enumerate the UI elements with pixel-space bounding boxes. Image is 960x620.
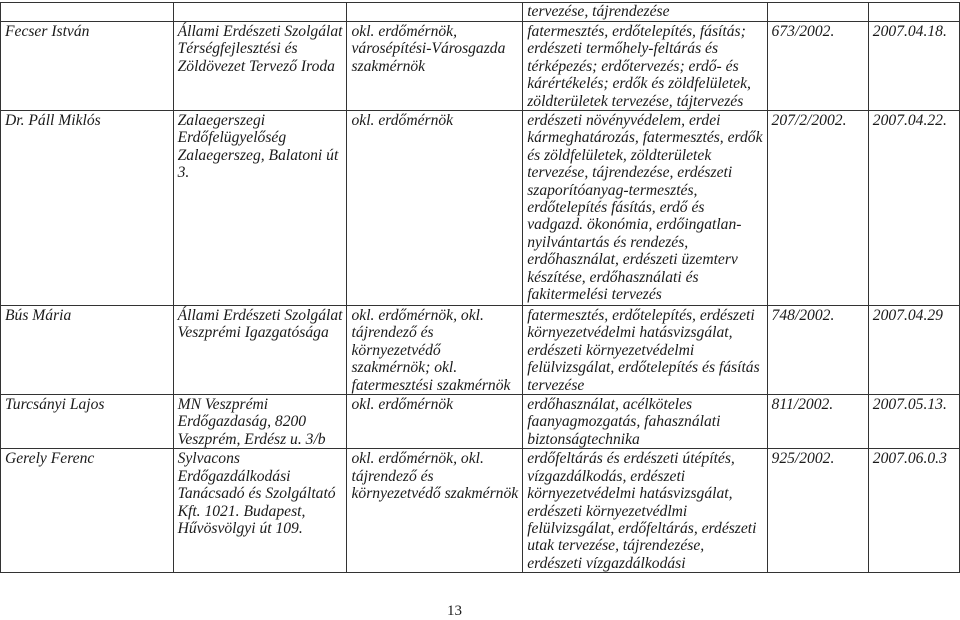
cell-line: erdészeti vízgazdálkodási bbox=[527, 554, 686, 572]
cell-field bbox=[523, 449, 767, 573]
cell-reg-no bbox=[767, 306, 868, 395]
cell-line: Sylvacons bbox=[177, 450, 240, 468]
cell-line: tájrendező és bbox=[351, 467, 434, 485]
table-row bbox=[1, 111, 960, 306]
cell-line: okl. erdőmérnök, bbox=[351, 23, 458, 40]
cell-line: környezetvédelmi hatásvizsgálat, bbox=[527, 324, 733, 342]
cell-institution bbox=[173, 306, 347, 395]
cell-line: erdőhasználat, erdészeti üzemterv bbox=[527, 251, 738, 269]
cell-line: fatermesztési szakmérnök bbox=[351, 376, 511, 394]
cell-line: tájrendező és bbox=[351, 324, 434, 342]
cell-line: vízgazdálkodás, erdészeti bbox=[527, 467, 686, 485]
cell-line: okl. erdőmérnök, okl. bbox=[351, 307, 484, 325]
cell-line: okl. erdőmérnök, okl. bbox=[351, 450, 484, 468]
cell-name bbox=[1, 449, 174, 573]
cell-name bbox=[1, 3, 174, 22]
cell-line: fatermesztés, erdőtelepítés, fásítás; bbox=[527, 23, 746, 40]
cell-line: faanyagmozgatás, fahasználati bbox=[527, 413, 721, 431]
cell-line: kármeghatározás, fatermesztés, erdők bbox=[527, 129, 763, 147]
cell-line: erdészeti növényvédelem, erdei bbox=[527, 112, 721, 130]
cell-institution bbox=[173, 22, 347, 111]
cell-line: felülvizsgálat, erdőfeltárás, erdészeti bbox=[527, 519, 757, 537]
table-row bbox=[1, 3, 960, 22]
cell-institution bbox=[173, 3, 347, 22]
cell-institution bbox=[173, 395, 347, 449]
cell-line: Térségfejlesztési és bbox=[177, 40, 298, 58]
page-number: 13 bbox=[447, 603, 462, 619]
cell-line: okl. erdőmérnök bbox=[351, 112, 454, 130]
cell-name bbox=[1, 395, 174, 449]
cell-line: Tanácsadó és Szolgáltató bbox=[177, 485, 336, 503]
cell-line: szaporítóanyag-termesztés, bbox=[527, 181, 698, 199]
cell-line: zöldterületek tervezése, tájtervezés bbox=[527, 92, 744, 110]
cell-line: 925/2002. bbox=[771, 450, 835, 468]
cell-line: 2007.04.18. bbox=[872, 23, 947, 40]
cell-line: Veszprémi Igazgatósága bbox=[177, 324, 329, 342]
cell-qualification bbox=[347, 306, 523, 395]
cell-line: erdészeti termőhely-feltárás és bbox=[527, 40, 719, 58]
cell-line: Zöldövezet Tervező Iroda bbox=[177, 57, 335, 75]
cell-line: vadgazd. ökonómia, erdőingatlan- bbox=[527, 216, 742, 234]
cell-line: tervezése bbox=[527, 376, 585, 394]
cell-line: Állami Erdészeti Szolgálat bbox=[177, 307, 343, 325]
cell-line: Veszprém, Erdész u. 3/b bbox=[177, 430, 326, 448]
cell-reg-no bbox=[767, 395, 868, 449]
cell-line: erdészeti környezetvédelmi bbox=[527, 341, 695, 359]
cell-field bbox=[523, 3, 767, 22]
cell-line: szakmérnök bbox=[351, 57, 426, 75]
cell-qualification bbox=[347, 111, 523, 306]
cell-line: 673/2002. bbox=[771, 23, 835, 40]
cell-line: Fecser István bbox=[5, 23, 90, 40]
cell-line: fakitermelési tervezés bbox=[527, 286, 662, 304]
cell-date bbox=[868, 111, 959, 306]
table-row bbox=[1, 306, 960, 395]
cell-line: környezetvédő bbox=[351, 341, 441, 359]
cell-line: környezetvédő szakmérnök bbox=[351, 485, 519, 503]
cell-name bbox=[1, 111, 174, 306]
table-row bbox=[1, 22, 960, 111]
cell-institution bbox=[173, 449, 347, 573]
cell-line: 2007.05.13. bbox=[872, 396, 947, 414]
cell-institution bbox=[173, 111, 347, 306]
cell-name bbox=[1, 22, 174, 111]
cell-reg-no bbox=[767, 3, 868, 22]
cell-line: 2007.04.22. bbox=[872, 112, 947, 130]
cell-field bbox=[523, 111, 767, 306]
table-row bbox=[1, 395, 960, 449]
cell-line: Gerely Ferenc bbox=[5, 450, 95, 468]
cell-line: felülvizsgálat, erdőtelepítés és fásítás bbox=[527, 359, 760, 377]
cell-field bbox=[523, 22, 767, 111]
cell-line: Bús Mária bbox=[5, 307, 72, 325]
cell-line: Erdőgazdálkodási bbox=[177, 467, 291, 485]
cell-line: 2007.04.29 bbox=[872, 307, 943, 325]
cell-line: városépítési-Városgazda bbox=[351, 40, 506, 58]
cell-name bbox=[1, 306, 174, 395]
cell-line: Turcsányi Lajos bbox=[5, 396, 105, 414]
cell-line: 748/2002. bbox=[771, 307, 835, 325]
cell-date bbox=[868, 3, 959, 22]
registry-table bbox=[0, 2, 960, 573]
cell-line: 811/2002. bbox=[771, 396, 834, 414]
cell-line: készítése, erdőhasználati és bbox=[527, 268, 699, 286]
cell-line: Erdőgazdaság, 8200 bbox=[177, 413, 307, 431]
cell-line: Hűvösvölgyi út 109. bbox=[177, 519, 303, 537]
cell-reg-no bbox=[767, 449, 868, 573]
cell-date bbox=[868, 22, 959, 111]
cell-line: erdőfeltárás és erdészeti útépítés, bbox=[527, 450, 735, 468]
cell-qualification bbox=[347, 3, 523, 22]
cell-line: környezetvédelmi hatásvizsgálat, bbox=[527, 485, 733, 503]
cell-line: erdőtelepítés fásítás, erdő és bbox=[527, 199, 705, 217]
cell-qualification bbox=[347, 395, 523, 449]
cell-line: 2007.06.0.3 bbox=[872, 450, 947, 468]
cell-field bbox=[523, 306, 767, 395]
cell-line: biztonságtechnika bbox=[527, 430, 640, 448]
cell-line: erdészeti környezetvédlmi bbox=[527, 502, 688, 520]
cell-field bbox=[523, 395, 767, 449]
cell-line: MN Veszprémi bbox=[177, 396, 269, 414]
cell-line: kárértékelés; erdők és zöldfelületek, bbox=[527, 75, 751, 93]
cell-reg-no bbox=[767, 22, 868, 111]
cell-qualification bbox=[347, 22, 523, 111]
cell-line: tervezése, tájrendezése, erdészeti bbox=[527, 164, 733, 182]
cell-line: térképezés; erdőtervezés; erdő- és bbox=[527, 57, 739, 75]
cell-line: 3. bbox=[177, 164, 190, 182]
cell-date bbox=[868, 395, 959, 449]
cell-date bbox=[868, 306, 959, 395]
cell-line: Dr. Páll Miklós bbox=[5, 112, 101, 130]
cell-line: Zalaegerszegi bbox=[177, 112, 266, 130]
cell-line: erdőhasználat, acélköteles bbox=[527, 396, 693, 414]
cell-line: Kft. 1021. Budapest, bbox=[177, 502, 306, 520]
cell-date bbox=[868, 449, 959, 573]
cell-line: okl. erdőmérnök bbox=[351, 396, 454, 414]
table-row bbox=[1, 449, 960, 573]
cell-line: és zöldfelületek, zöldterületek bbox=[527, 146, 712, 164]
cell-line: Zalaegerszeg, Balatoni út bbox=[177, 146, 339, 164]
cell-line: tervezése, tájrendezése bbox=[527, 3, 670, 20]
cell-line: szakmérnök; okl. bbox=[351, 359, 458, 377]
cell-line: 207/2/2002. bbox=[771, 112, 847, 130]
cell-qualification bbox=[347, 449, 523, 573]
cell-line: Állami Erdészeti Szolgálat bbox=[177, 23, 343, 40]
cell-reg-no bbox=[767, 111, 868, 306]
cell-line: utak tervezése, tájrendezése, bbox=[527, 537, 705, 555]
cell-line: nyilvántartás és rendezés, bbox=[527, 233, 689, 251]
cell-line: fatermesztés, erdőtelepítés, erdészeti bbox=[527, 307, 755, 325]
cell-line: Erdőfelügyelőség bbox=[177, 129, 287, 147]
